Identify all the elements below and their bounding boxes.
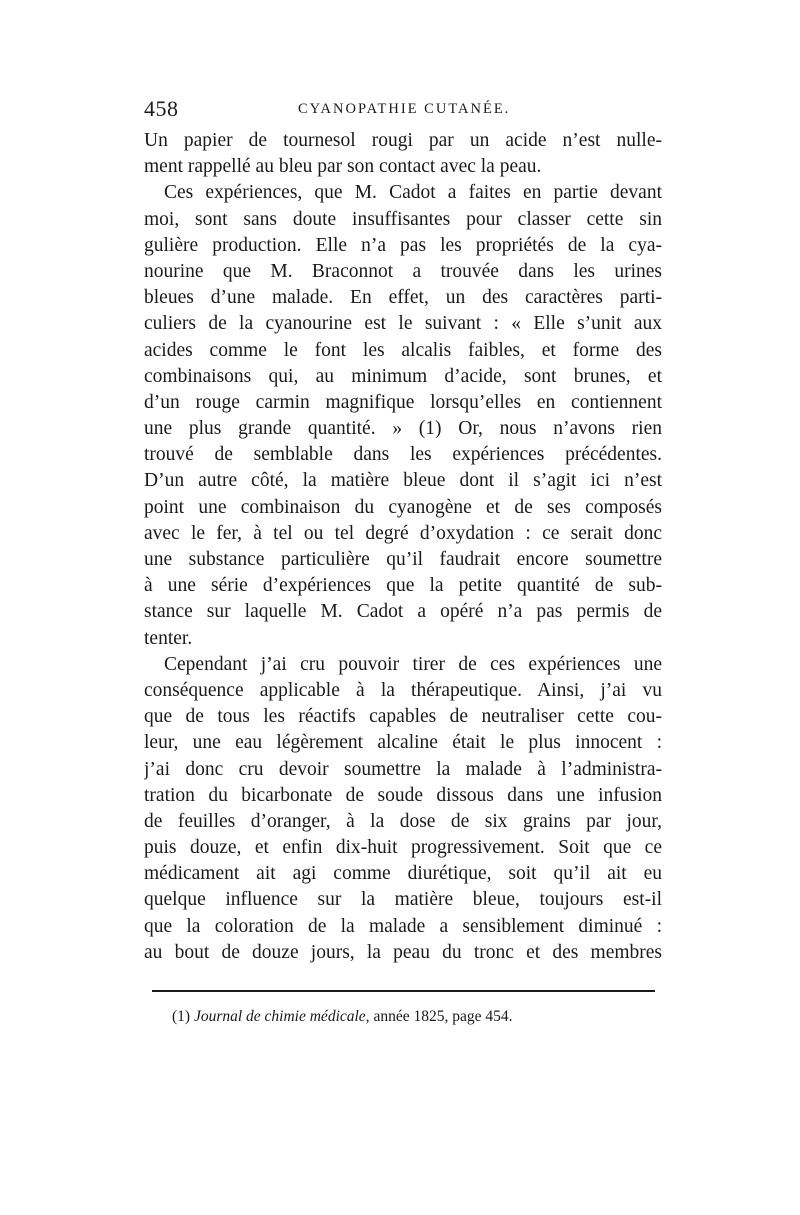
text-line: que la coloration de la malade a sensiblement diminué : bbox=[144, 915, 662, 937]
text-line: D’un autre côté, la matière bleue dont il s’agit ici n’est bbox=[144, 470, 662, 492]
text-line: j’ai donc cru devoir soumettre la malade à l’administra- bbox=[144, 758, 662, 780]
text-line: acides comme le font les alcalis faibles, et forme des bbox=[144, 339, 662, 361]
text-line: ment rappellé au bleu par son contact avec la peau. bbox=[144, 156, 542, 178]
footnote bbox=[172, 1006, 652, 1028]
text-line: Cependant j’ai cru pouvoir tirer de ces expériences une bbox=[164, 653, 662, 675]
text-line: tration du bicarbonate de soude dissous dans une infusion bbox=[144, 784, 662, 806]
text-line: gulière production. Elle n’a pas les propriétés de la cya- bbox=[144, 234, 662, 256]
text-line: d’un rouge carmin magnifique lorsqu’elles en contiennent bbox=[144, 391, 662, 413]
text-line: tenter. bbox=[144, 627, 193, 649]
page-header bbox=[140, 96, 665, 126]
text-line: culiers de la cyanourine est le suivant : « Elle s’unit aux bbox=[144, 313, 662, 335]
text-line: puis douze, et enfin dix-huit progressivement. Soit que ce bbox=[144, 837, 662, 859]
text-line: au bout de douze jours, la peau du tronc et des membres bbox=[144, 941, 662, 963]
footnote-journal: Journal de chimie médicale, bbox=[193, 1008, 370, 1025]
text-line: moi, sont sans doute insuffisantes pour classer cette sin bbox=[144, 208, 662, 230]
text-line: médicament ait agi comme diurétique, soit qu’il ait eu bbox=[144, 863, 662, 885]
text-line: Un papier de tournesol rougi par un acide n’est nulle- bbox=[144, 130, 662, 151]
text-line: une substance particulière qu’il faudrait encore soumettre bbox=[144, 549, 662, 570]
footnote-marker: (1) bbox=[172, 1008, 191, 1025]
text-line: quelque influence sur la matière bleue, toujours est-il bbox=[144, 889, 662, 911]
text-line: bleues d’une malade. En effet, un des caractères parti- bbox=[144, 287, 662, 309]
text-line: avec le fer, à tel ou tel degré d’oxydation : ce serait donc bbox=[144, 522, 662, 544]
body-text bbox=[144, 128, 662, 966]
text-line: une plus grande quantité. » (1) Or, nous n’avons rien bbox=[144, 418, 662, 440]
text-line: stance sur laquelle M. Cadot a opéré n’a pas permis de bbox=[144, 601, 662, 623]
text-line: que de tous les réactifs capables de neutraliser cette cou- bbox=[144, 706, 662, 728]
footnote-citation: année 1825, page 454. bbox=[373, 1008, 513, 1025]
page-number: 458 bbox=[144, 96, 179, 121]
running-title: CYANOPATHIE CUTANÉE. bbox=[298, 101, 511, 117]
text-line: à une série d’expériences que la petite quantité de sub- bbox=[144, 575, 662, 597]
text-line: trouvé de semblable dans les expériences précédentes. bbox=[144, 444, 662, 466]
text-line: de feuilles d’oranger, à la dose de six grains par jour, bbox=[144, 810, 662, 832]
text-line: Ces expériences, que M. Cadot a faites en partie devant bbox=[164, 182, 662, 204]
footnote-rule bbox=[152, 990, 655, 992]
text-line: point une combinaison du cyanogène et de ses composés bbox=[144, 496, 662, 518]
text-line: conséquence applicable à la thérapeutique. Ainsi, j’ai vu bbox=[144, 679, 662, 701]
text-line: leur, une eau légèrement alcaline était le plus innocent : bbox=[144, 732, 662, 754]
text-line: combinaisons qui, au minimum d’acide, sont brunes, et bbox=[144, 365, 662, 387]
text-line: nourine que M. Braconnot a trouvée dans les urines bbox=[144, 260, 662, 282]
